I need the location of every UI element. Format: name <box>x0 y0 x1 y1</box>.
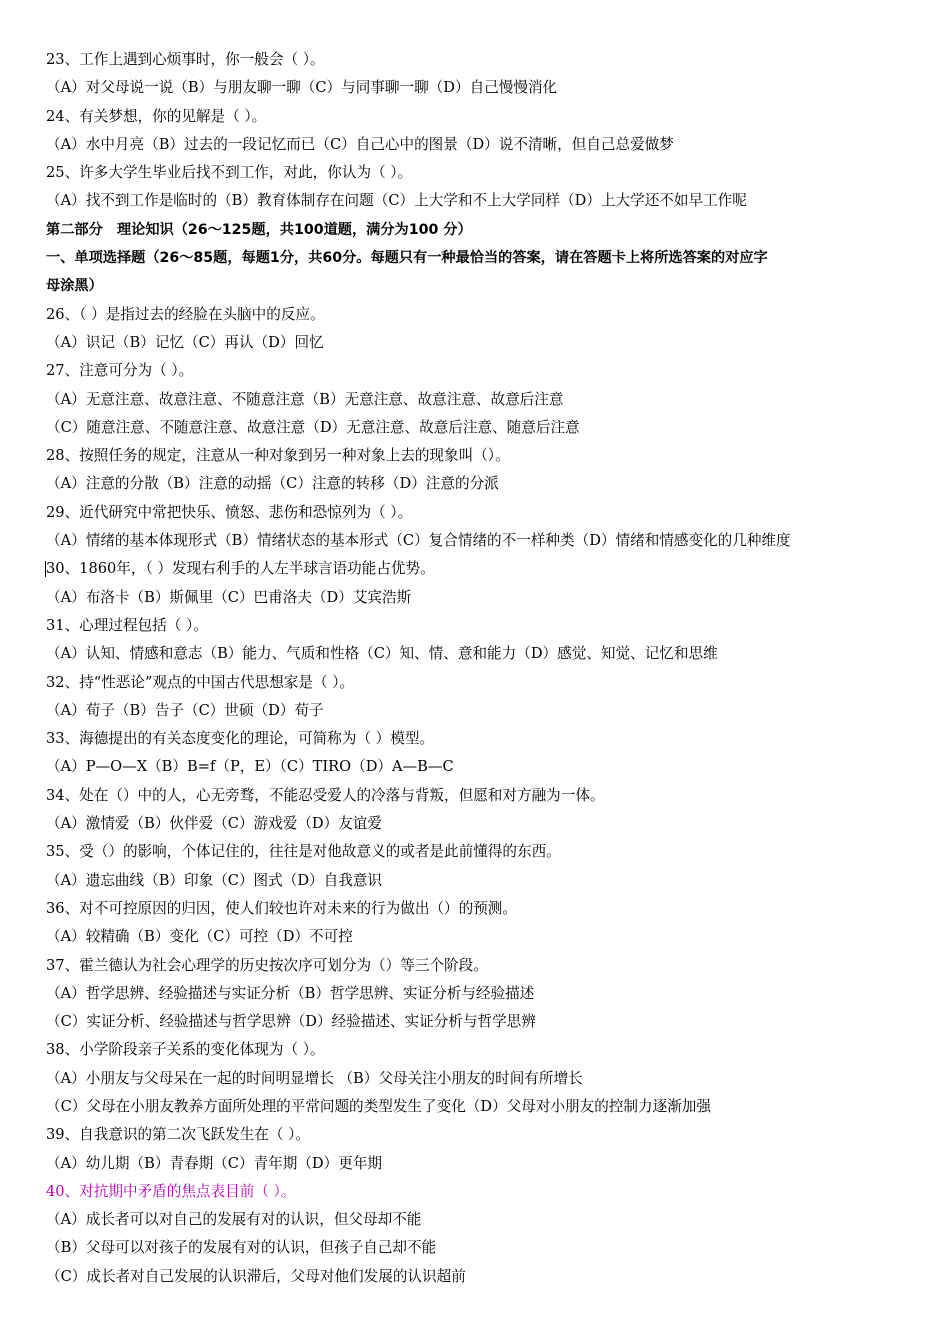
answer-options: （C）随意注意、不随意注意、故意注意（D）无意注意、故意后注意、随意后注意 <box>46 418 580 436</box>
question-text-highlighted: 40、对抗期中矛盾的焦点表目前（ ）。 <box>46 1182 296 1200</box>
answer-options: （A）对父母说一说（B）与朋友聊一聊（C）与同事聊一聊（D）自己慢慢消化 <box>46 79 558 97</box>
answer-options: （A）水中月亮（B）过去的一段记忆而已（C）自己心中的图景（D）说不清晰，但自己总爱做梦 <box>46 135 674 153</box>
answer-options: （A）小朋友与父母呆在一起的时间明显增长 （B）父母关注小朋友的时间有所增长 <box>46 1069 583 1087</box>
answer-options: （A）找不到工作是临时的（B）教育体制存在问题（C）上大学和不上大学同样（D）上大学还不如早工作呢 <box>46 192 747 210</box>
question-text: 34、处在（）中的人，心无旁骛，不能忍受爱人的冷落与背叛，但愿和对方融为一体。 <box>46 786 605 804</box>
section-heading: 一、单项选择题（26～85题，每题1分，共60分。每题只有一种最恰当的答案，请在答题卡上将所选答案的对应字 <box>46 250 768 267</box>
answer-options: （A）认知、情感和意志（B）能力、气质和性格（C）知、情、意和能力（D）感觉、知觉、记忆和思维 <box>46 645 718 663</box>
text-cursor-mark <box>45 561 46 577</box>
section-heading: 第二部分 理论知识（26～125题，共100道题，满分为100 分） <box>46 221 472 238</box>
answer-options: （A）荀子（B）告子（C）世硕（D）荀子 <box>46 701 324 719</box>
answer-options: （A）注意的分散（B）注意的动摇（C）注意的转移（D）注意的分派 <box>46 475 499 493</box>
answer-options: （A）无意注意、故意注意、不随意注意（B）无意注意、故意注意、故意后注意 <box>46 390 564 408</box>
question-text: 31、心理过程包括（ ）。 <box>46 616 208 634</box>
answer-options: （A）哲学思辨、经验描述与实证分析（B）哲学思辨、实证分析与经验描述 <box>46 984 535 1002</box>
question-text: 32、持“性恶论”观点的中国古代思想家是（ ）。 <box>46 673 355 691</box>
question-text: 29、近代研究中常把快乐、愤怒、悲伤和恐惊列为（ ）。 <box>46 503 413 521</box>
answer-options: （A）成长者可以对自己的发展有对的认识，但父母却不能 <box>46 1211 422 1229</box>
question-text: 30、1860年，（ ）发现右利手的人左半球言语功能占优势。 <box>46 560 435 578</box>
question-text: 37、霍兰德认为社会心理学的历史按次序可划分为（）等三个阶段。 <box>46 956 488 974</box>
section-heading: 母涂黑） <box>46 278 103 295</box>
question-text: 28、按照任务的规定，注意从一种对象到另一种对象上去的现象叫（）。 <box>46 447 510 465</box>
question-text: 26、（ ）是指过去的经脸在头脑中的反应。 <box>46 305 325 323</box>
question-text: 35、受（）的影响，个体记住的，往往是对他故意义的或者是此前懂得的东西。 <box>46 843 561 861</box>
answer-options: （A）P—O—X（B）B=f（P，E）（C）TIRO（D）A—B—C <box>46 758 454 776</box>
answer-options: （A）布洛卡（B）斯佩里（C）巴甫洛夫（D）艾宾浩斯 <box>46 588 412 606</box>
question-text: 39、自我意识的第二次飞跃发生在（ ）。 <box>46 1126 311 1144</box>
question-text: 25、许多大学生毕业后找不到工作，对此，你认为（ ）。 <box>46 164 413 182</box>
question-text: 36、对不可控原因的归因，使人们较也许对未来的行为做出（）的预测。 <box>46 899 517 917</box>
document-page <box>0 46 950 1291</box>
question-text: 33、海德提出的有关态度变化的理论，可简称为（ ）模型。 <box>46 730 435 748</box>
answer-options: （A）识记（B）记忆（C）再认（D）回忆 <box>46 333 324 351</box>
answer-options: （C）实证分析、经验描述与哲学思辨（D）经验描述、实证分析与哲学思辨 <box>46 1013 536 1031</box>
answer-options: （A）较精确（B）变化（C）可控（D）不可控 <box>46 928 353 946</box>
answer-options: （A）遗忘曲线（B）印象（C）图式（D）自我意识 <box>46 871 383 889</box>
answer-options: （C）成长者对自己发展的认识滞后，父母对他们发展的认识超前 <box>46 1267 466 1285</box>
question-text: 27、注意可分为（ ）。 <box>46 362 194 380</box>
question-text: 23、工作上遇到心烦事时，你一般会（ ）。 <box>46 51 325 68</box>
answer-options: （A）幼儿期（B）青春期（C）青年期（D）更年期 <box>46 1154 383 1172</box>
answer-options: （A）情绪的基本体现形式（B）情绪状态的基本形式（C）复合情绪的不一样种类（D）情绪和情感变化的几种维度 <box>46 532 791 550</box>
answer-options: （C）父母在小朋友教养方面所处理的平常问题的类型发生了变化（D）父母对小朋友的控制力逐渐加强 <box>46 1097 711 1115</box>
question-text: 38、小学阶段亲子关系的变化体现为（ ）。 <box>46 1041 325 1059</box>
answer-options: （B）父母可以对孩子的发展有对的认识，但孩子自己却不能 <box>46 1239 437 1257</box>
answer-options: （A）激情爱（B）伙伴爱（C）游戏爱（D）友谊爱 <box>46 815 383 833</box>
question-text: 24、有关梦想，你的见解是（ ）。 <box>46 107 267 125</box>
